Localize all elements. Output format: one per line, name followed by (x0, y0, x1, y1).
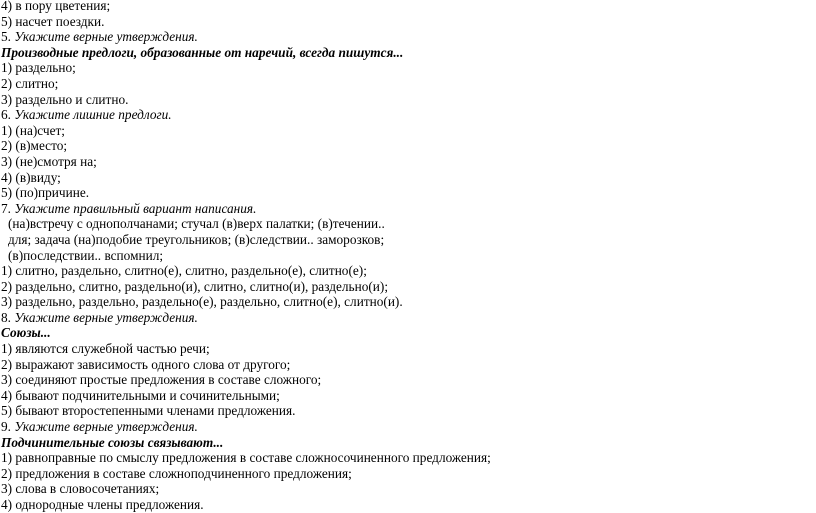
question-5-heading: Производные предлоги, образованные от наречий, всегда пишутся... (1, 44, 404, 60)
option-line: 3) (не)смотря на; (1, 153, 97, 169)
question-text: Укажите верные утверждения. (14, 419, 198, 435)
question-text: Укажите верные утверждения. (14, 309, 198, 325)
question-5-prompt (0, 29, 816, 45)
option-line: 4) бывают подчинительными и сочинительными; (1, 387, 280, 403)
question-9-prompt (0, 419, 816, 435)
question-number: 8. (1, 309, 11, 325)
question-text: Укажите лишние предлоги. (14, 107, 172, 123)
option-line: 2) выражают зависимость одного слова от другого; (1, 356, 291, 372)
option-line: 4) однородные члены предложения. (1, 497, 204, 512)
question-number: 5. (1, 29, 11, 45)
option-line: 3) соединяют простые предложения в составе сложного; (1, 372, 322, 388)
option-line: 2) слитно; (1, 75, 59, 91)
option-line: 4) (в)виду; (1, 169, 61, 185)
option-line: 1) равноправные по смыслу предложения в составе сложносочиненного предложения; (1, 450, 491, 466)
question-text: Укажите правильный вариант написания. (14, 200, 257, 216)
option-line: 2) раздельно, слитно, раздельно(и), слитно, слитно(и), раздельно(и); (1, 278, 389, 294)
passage-line: (в)последствии.. вспомнил; (8, 247, 164, 263)
option-line: 3) слова в словосочетаниях; (1, 481, 160, 497)
question-8-prompt (0, 310, 816, 326)
option-line: 1) (на)счет; (1, 122, 66, 138)
option-line: 1) раздельно; (1, 60, 76, 76)
option-line: 3) раздельно и слитно. (1, 91, 129, 107)
option-line: 4) в пору цветения; (1, 0, 111, 13)
question-number: 9. (1, 419, 11, 435)
question-7-prompt (0, 201, 816, 217)
option-line: 5) (по)причине. (1, 185, 90, 201)
question-8-heading: Союзы... (1, 325, 51, 341)
option-line: 5) бывают второстепенными членами предложения. (1, 403, 296, 419)
question-number: 6. (1, 107, 11, 123)
question-6-prompt (0, 107, 816, 123)
option-line: 5) насчет поездки. (1, 13, 105, 29)
question-text: Укажите верные утверждения. (14, 29, 198, 45)
question-number: 7. (1, 200, 11, 216)
question-9-heading: Подчинительные союзы связывают... (1, 434, 224, 450)
passage-line: (на)встречу с однополчанами; стучал (в)верх палатки; (в)течении.. (8, 216, 385, 232)
option-line: 2) (в)место; (1, 138, 68, 154)
passage-line: для; задача (на)подобие треугольников; (в)следствии.. заморозков; (8, 231, 385, 247)
option-line: 2) предложения в составе сложноподчиненного предложения; (1, 465, 352, 481)
option-line: 1) являются служебной частью речи; (1, 341, 210, 357)
option-line: 3) раздельно, раздельно, раздельно(е), раздельно, слитно(е), слитно(и). (1, 294, 403, 310)
option-line: 1) слитно, раздельно, слитно(е), слитно, раздельно(е), слитно(е); (1, 263, 367, 279)
